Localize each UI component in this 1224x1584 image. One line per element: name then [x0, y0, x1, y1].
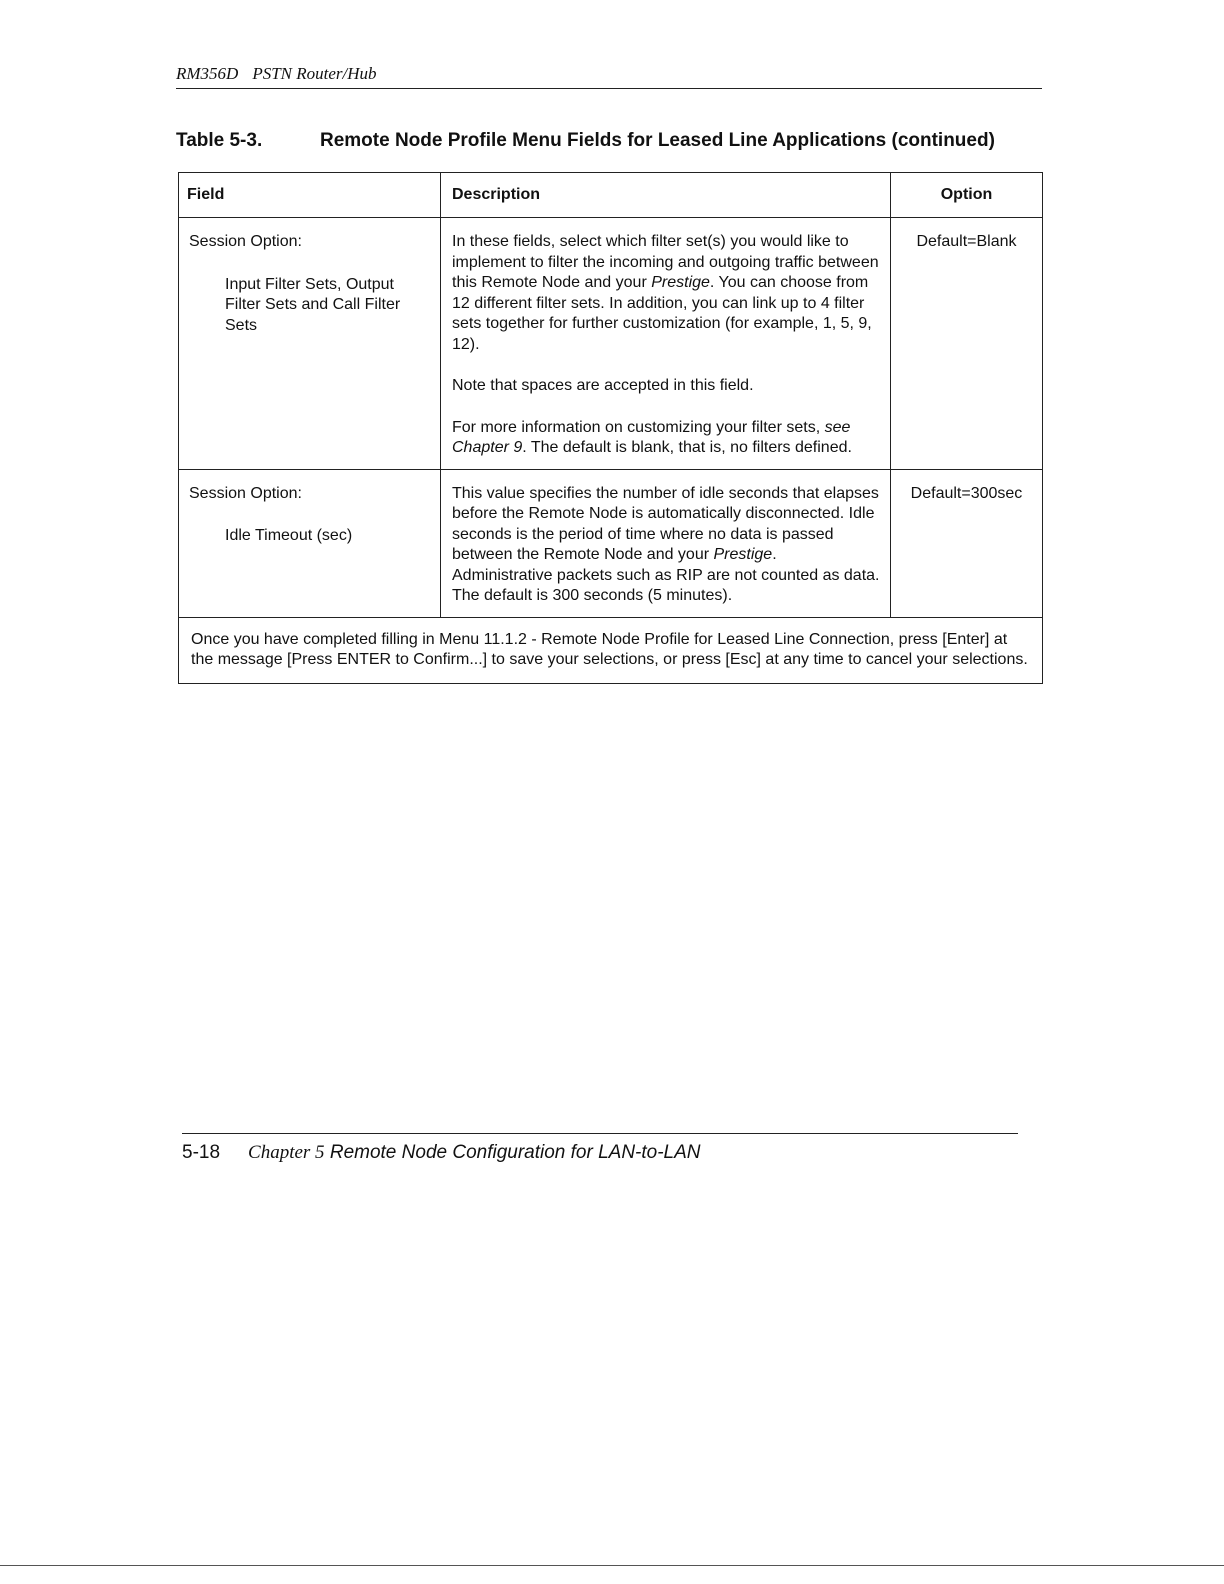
scan-edge-line — [0, 1565, 1224, 1566]
description-text: For more information on customizing your filter sets, — [452, 418, 825, 436]
option-cell: Default=Blank — [891, 218, 1043, 470]
description-cell — [441, 218, 891, 470]
description-text: . You can choose from 12 different filter sets. In addition, you can link up to 4 filter sets together for further customization (for example, 1, 5, 9, 12). — [452, 274, 872, 353]
description-paragraph — [452, 232, 880, 355]
description-paragraph: Note that spaces are accepted in this field. — [452, 377, 754, 394]
footer-divider — [182, 1133, 1018, 1134]
field-cell — [179, 469, 441, 617]
page-number: 5-18 — [182, 1142, 221, 1163]
table-number: Table 5-3. — [176, 130, 263, 151]
chapter-label: Chapter 5 — [248, 1142, 325, 1163]
menu-fields-table — [178, 172, 1043, 684]
field-sub-label: Idle Timeout (sec) — [225, 527, 353, 544]
description-paragraph — [452, 418, 880, 459]
description-text: . Administrative packets such as RIP are not counted as data. The default is 300 seconds (5 minutes). — [452, 546, 880, 604]
field-cell — [179, 218, 441, 470]
table-title: Remote Node Profile Menu Fields for Leased Line Applications (continued) — [320, 130, 995, 151]
table-header-row — [179, 173, 1043, 218]
column-header-option: Option — [891, 173, 1043, 218]
column-header-field: Field — [179, 173, 441, 218]
column-header-description: Description — [441, 173, 891, 218]
description-emphasis: Prestige — [651, 274, 710, 291]
option-cell: Default=300sec — [891, 469, 1043, 617]
header-product: PSTN Router/Hub — [252, 64, 377, 83]
field-label: Session Option: — [189, 484, 302, 502]
running-header — [176, 64, 1042, 89]
field-sub-label: Input Filter Sets, Output Filter Sets and Call Filter Sets — [225, 275, 401, 334]
description-text: In these fields, select which filter set(s) you would like to implement to filter the incoming and outgoing traffic between this Remote Node and your — [452, 233, 879, 291]
description-emphasis: Prestige — [713, 546, 773, 563]
table-caption — [176, 130, 1036, 152]
summary-note: Once you have completed filling in Menu 11.1.2 - Remote Node Profile for Leased Line Connection, press [Enter] at the message [Press ENTER to Confirm...] to save your selections, or press [Esc] at any time to cancel your selections. — [179, 617, 1043, 683]
description-text: . The default is blank, that is, no filters defined. — [522, 439, 852, 456]
page-footer — [182, 1142, 701, 1164]
table-row — [179, 218, 1043, 470]
table-row — [179, 469, 1043, 617]
description-text: This value specifies the number of idle seconds that elapses before the Remote Node is automatically disconnected. Idle seconds is the period of time where no data is passed between the Remote Node and your — [452, 484, 879, 563]
description-emphasis: see Chapter 9 — [452, 418, 851, 456]
table-summary-row — [179, 617, 1043, 683]
chapter-title: Remote Node Configuration for LAN-to-LAN — [329, 1142, 701, 1163]
field-label: Session Option: — [189, 233, 302, 250]
description-paragraph — [452, 484, 880, 607]
description-cell — [441, 469, 891, 617]
header-model: RM356D — [176, 64, 239, 83]
